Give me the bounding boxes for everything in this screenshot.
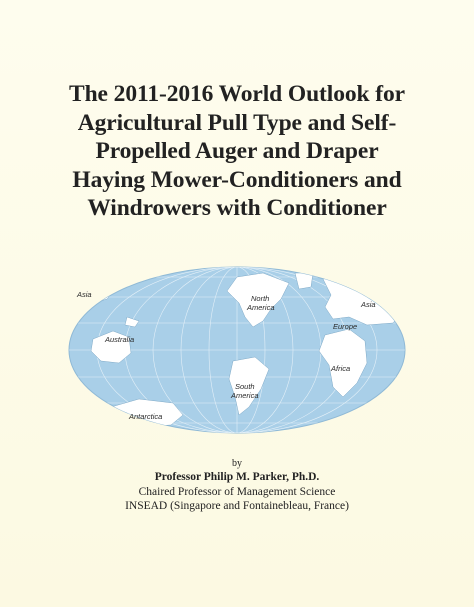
title-line: Propelled Auger and Draper [95,138,379,164]
title-line: Haying Mower-Conditioners and [72,166,402,193]
title-line: The 2011-2016 World Outlook for [69,81,405,107]
author-institution: INSEAD (Singapore and Fontainebleau, France) [125,500,349,512]
map-label-asia-left: Asia [77,290,92,299]
map-label-asia-right: Asia [361,300,376,309]
map-label-south-america-2: America [231,391,259,400]
world-map-graphic [67,265,407,435]
map-label-australia: Australia [105,335,135,344]
author-name: Professor Philip M. Parker, Ph.D. [154,471,320,483]
map-label-north-america-1: North [251,294,270,303]
book-title [20,80,454,223]
map-label-africa: Africa [331,364,351,373]
map-label-south-america-1: South [235,382,255,391]
map-label-antarctica: Antarctica [129,412,163,421]
world-map [67,265,407,435]
map-label-north-america-2: America [247,303,275,312]
title-line: Agricultural Pull Type and Self- [77,109,397,136]
author-role: Chaired Professor of Management Science [138,486,336,498]
byline-by: by [232,458,242,469]
map-label-europe: Europe [333,322,358,331]
title-line: Windrowers with Conditioner [87,195,387,221]
